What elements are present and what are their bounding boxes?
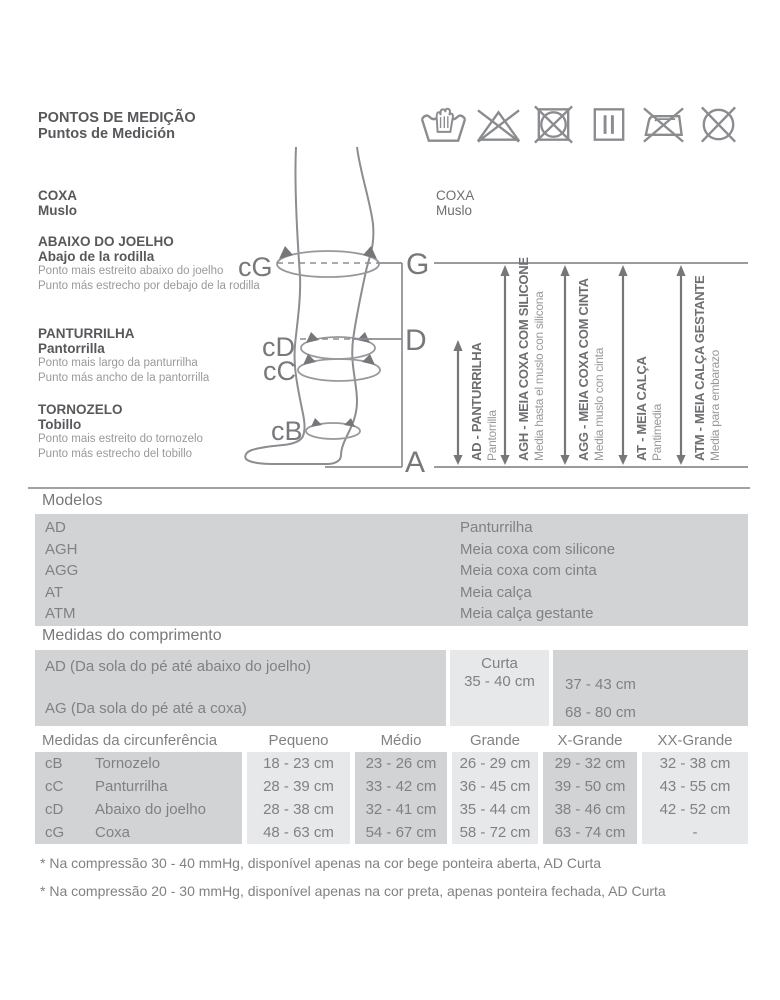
models-row (35, 539, 748, 561)
circ-value: 29 - 32 cm (543, 752, 637, 775)
circumference-header-row (35, 729, 748, 752)
model-code: AD (45, 519, 66, 536)
section-divider (28, 487, 750, 489)
circ-value: 28 - 39 cm (247, 775, 350, 798)
circ-value: 43 - 55 cm (642, 775, 748, 798)
model-sublabel-agg: Media muslo con cinta (592, 347, 606, 461)
circ-value: 35 - 44 cm (452, 798, 538, 821)
label-cd: cD (262, 332, 295, 362)
point-abaixo-desc-pt: Ponto mais estreito abaixo do joelho (38, 265, 224, 277)
models-row (35, 517, 748, 539)
model-description: Meia calça gestante (460, 605, 594, 622)
circ-value: 36 - 45 cm (452, 775, 538, 798)
model-arrow-at (618, 265, 627, 465)
length-section-header: Medidas do comprimento (42, 627, 222, 644)
circ-value: - (642, 821, 748, 844)
curta-title: Curta (481, 655, 518, 672)
circ-point-code: cB (45, 755, 63, 772)
point-tornozelo-desc-pt: Ponto mais estreito do tornozelo (38, 433, 203, 445)
circ-value: 32 - 41 cm (355, 798, 447, 821)
label-cb: cB (271, 416, 303, 446)
footnote-2: * Na compressão 20 - 30 mmHg, disponível apenas na cor preta, apenas ponteira fechada, AD Curta (40, 883, 666, 899)
ring-cc (298, 354, 380, 381)
length-table (35, 650, 748, 726)
label-d: D (405, 324, 427, 357)
circ-point-code: cG (45, 824, 65, 841)
point-coxa-es: Muslo (38, 203, 77, 218)
length-row-ad-label: AD (Da sola do pé até abaixo do joelho) (45, 658, 312, 675)
label-g: G (406, 248, 430, 281)
size-header-pequeno: Pequeno (268, 732, 329, 749)
size-header-grande: Grande (469, 732, 521, 749)
circ-row-label (35, 798, 242, 821)
circ-point-code: cD (45, 801, 64, 818)
models-row (35, 582, 748, 604)
diagram-coxa-pt: COXA (436, 188, 475, 203)
page-title-pt: PONTOS DE MEDIÇÃO (38, 110, 196, 126)
circ-value: 28 - 38 cm (247, 798, 350, 821)
circ-value: 58 - 72 cm (452, 821, 538, 844)
diagram-coxa-es: Muslo (436, 203, 473, 218)
page-title-es: Puntos de Medición (38, 126, 175, 142)
circ-value: 38 - 46 cm (543, 798, 637, 821)
circ-point-code: cC (45, 778, 64, 795)
model-description: Meia coxa com cinta (460, 562, 597, 579)
point-panturrilha-pt: PANTURRILHA (38, 326, 135, 341)
label-cc: cC (263, 356, 296, 386)
circ-value: 48 - 63 cm (247, 821, 350, 844)
circ-value: 23 - 26 cm (355, 752, 447, 775)
circ-value: 63 - 74 cm (543, 821, 637, 844)
circumference-section-header: Medidas da circunferência (42, 732, 218, 749)
models-table (35, 514, 748, 626)
model-label-agh: AGH - MEIA COXA COM SILICONE (516, 257, 531, 461)
label-a: A (405, 446, 426, 479)
circumference-table (35, 752, 748, 844)
model-description: Panturrilha (460, 519, 533, 536)
model-label-agg: AGG - MEIA COXA COM CINTA (576, 278, 591, 461)
size-header-xx-grande: XX-Grande (657, 732, 733, 749)
footnote-1: * Na compressão 30 - 40 mmHg, disponível apenas na cor bege ponteira aberta, AD Curta (40, 855, 602, 871)
circ-row-label (35, 752, 242, 775)
curta-value: 35 - 40 cm (464, 673, 535, 690)
ring-cb (306, 418, 360, 439)
model-description: Meia coxa com silicone (460, 540, 616, 558)
point-panturrilha-desc-pt: Ponto mais largo da panturrilha (38, 357, 198, 369)
circ-value: 42 - 52 cm (642, 798, 748, 821)
point-tornozelo-desc-es: Punto más estrecho del tobillo (38, 447, 193, 460)
model-arrow-atm (676, 265, 685, 465)
model-label-ad: AD - PANTURRILHA (469, 342, 484, 461)
circ-point-name: Tornozelo (95, 755, 161, 772)
label-cg: cG (238, 252, 273, 282)
models-row (35, 560, 748, 582)
point-panturrilha-desc-es: Punto más ancho de la pantorrilla (38, 371, 210, 384)
circ-value: 39 - 50 cm (543, 775, 637, 798)
circ-value: 18 - 23 cm (247, 752, 350, 775)
leg-outline (245, 147, 373, 464)
point-abaixo-pt: ABAIXO DO JOELHO (38, 234, 174, 249)
point-abaixo-desc-es: Punto más estrecho por debajo de la rodilla (38, 279, 260, 292)
length-curta-cell (450, 650, 549, 726)
length-row-ag-label: AG (Da sola do pé até a coxa) (45, 700, 247, 717)
size-header-x-grande: X-Grande (557, 732, 623, 749)
point-coxa-pt: COXA (38, 188, 78, 203)
circ-point-name: Abaixo do joelho (95, 801, 206, 818)
point-tornozelo-es: Tobillo (38, 417, 82, 432)
circ-point-name: Coxa (95, 824, 131, 841)
model-code: AT (45, 583, 64, 601)
length-row-ad-value: 37 - 43 cm (565, 676, 636, 693)
model-arrow-agh (500, 265, 509, 465)
models-section-header: Modelos (42, 492, 103, 509)
point-abaixo-es: Abajo de la rodilla (38, 249, 155, 264)
model-label-at: AT - MEIA CALÇA (634, 356, 649, 461)
model-sublabel-agh: Media hasta el muslo con silicona (532, 291, 546, 461)
circ-row-label (35, 821, 242, 844)
model-sublabel-ad: Pantorrilla (485, 410, 499, 461)
circ-value: 32 - 38 cm (642, 752, 748, 775)
model-sublabel-at: Pantimedia (650, 403, 664, 461)
ring-cg (277, 246, 380, 277)
point-panturrilha-es: Pantorrilla (38, 341, 105, 356)
size-header-medio: Médio (380, 732, 422, 749)
model-arrow-agg (560, 265, 569, 465)
model-label-atm: ATM - MEIA CALÇA GESTANTE (692, 275, 707, 461)
model-arrow-ad (453, 340, 462, 465)
model-description: Meia calça (460, 583, 532, 601)
ring-cd (300, 332, 376, 359)
length-row-ag-value: 68 - 80 cm (565, 704, 636, 721)
models-row (35, 603, 748, 625)
circ-row-label (35, 775, 242, 798)
point-tornozelo-pt: TORNOZELO (38, 402, 123, 417)
circ-point-name: Panturrilha (95, 778, 168, 795)
circ-value: 26 - 29 cm (452, 752, 538, 775)
length-values-cell (553, 650, 748, 726)
circ-value: 33 - 42 cm (355, 775, 447, 798)
model-code: ATM (45, 605, 76, 622)
circ-value: 54 - 67 cm (355, 821, 447, 844)
model-sublabel-atm: Media para embarazo (708, 349, 722, 461)
length-labels-cell (35, 650, 446, 726)
model-code: AGH (45, 540, 78, 558)
model-code: AGG (45, 562, 79, 579)
